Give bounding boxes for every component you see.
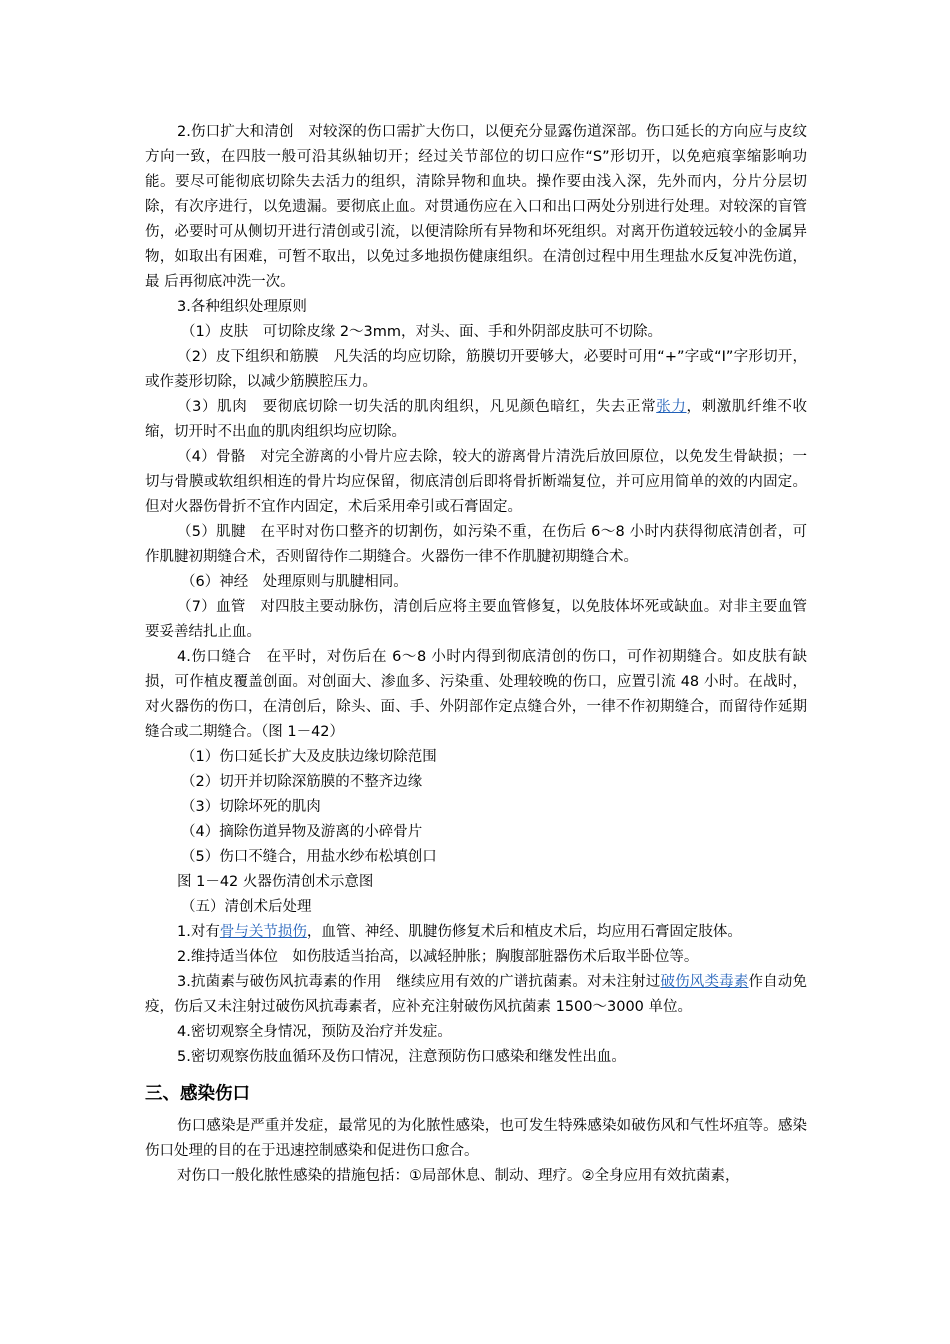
item-tendon: （5）肌腱 在平时对伤口整齐的切割伤，如污染不重，在伤后 6～8 小时内获得彻底清创者，可作肌腱初期缝合术，否则留待作二期缝合。火器伤一律不作肌腱初期缝合术。	[145, 524, 807, 565]
figure-caption-item-2: （2）切开并切除深筋膜的不整齐边缘	[181, 774, 423, 790]
postop-item-3	[145, 970, 807, 1020]
paragraph-infection: 伤口感染是严重并发症，最常见的为化脓性感染，也可发生特殊感染如破伤风和气性坏疽等。感染伤口处理的目的在于迅速控制感染和促进伤口愈合。	[145, 1118, 807, 1159]
figure-caption-item-3: （3）切除坏死的肌肉	[181, 799, 321, 815]
link-bone-joint-injury[interactable]: 骨与关节损伤	[219, 924, 307, 940]
heading-tissue-principles: 3.各种组织处理原则	[177, 299, 307, 315]
figure-caption-item-4: （4）摘除伤道异物及游离的小碎骨片	[181, 824, 423, 840]
item-vessel: （7）血管 对四肢主要动脉伤，清创后应将主要血管修复，以免肢体坏死或缺血。对非主要血管要妥善结扎止血。	[145, 599, 807, 640]
item-subcutaneous: （2）皮下组织和筋膜 凡失活的均应切除，筋膜切开要够大，必要时可用“+”字或“I”字形切开，或作菱形切除，以减少筋膜腔压力。	[145, 349, 807, 390]
text: 作自动免疫，伤后又未注射过破伤风抗毒素者，应补充注射破伤风抗菌素 1500～3000 单位。	[145, 974, 808, 1015]
postop-item-5: 5.密切观察伤肢血循环及伤口情况，注意预防伤口感染和继发性出血。	[177, 1049, 626, 1065]
text: ，血管、神经、肌腱伤修复术后和植皮术后，均应用石膏固定肢体。	[306, 924, 742, 940]
paragraph-wound-suture: 4.伤口缝合 在平时，对伤后在 6～8 小时内得到彻底清创的伤口，可作初期缝合。如皮肤有缺损，可作植皮覆盖创面。对创面大、渗血多、污染重、处理较晚的伤口，应置引流 48 小时。在战时，对火器伤的伤口，在清创后，除头、面、手、外阴部作定点缝合外，一律不作初期缝合，而留待作延期缝合或二期缝合。（图 1－42）	[145, 649, 807, 740]
section-postop: （五）清创术后处理	[181, 899, 312, 915]
figure-caption-item-5: （5）伤口不缝合，用盐水纱布松填创口	[181, 849, 437, 865]
text: ，刺激肌纤维不收缩，切开时不出血的肌肉组织均应切除。	[145, 399, 807, 440]
text: 3.抗菌素与破伤风抗毒素的作用 继续应用有效的广谱抗菌素。对未注射过	[177, 974, 661, 990]
figure-title: 图 1－42 火器伤清创术示意图	[177, 874, 374, 890]
document-page	[145, 120, 807, 1189]
link-tetanus-toxoid[interactable]: 破伤风类毒素	[660, 974, 749, 990]
text: 1.对有	[177, 924, 220, 940]
postop-item-1	[145, 920, 807, 945]
link-tension[interactable]: 张力	[656, 399, 687, 415]
postop-item-4: 4.密切观察全身情况，预防及治疗并发症。	[177, 1024, 452, 1040]
figure-caption-item-1: （1）伤口延长扩大及皮肤边缘切除范围	[181, 749, 437, 765]
section-heading-infected-wound: 三、感染伤口	[145, 1084, 250, 1104]
item-bone: （4）骨骼 对完全游离的小骨片应去除，较大的游离骨片清洗后放回原位，以免发生骨缺损；一切与骨膜或软组织相连的骨片均应保留，彻底清创后即将骨折断端复位，并可应用简单的效的内固定。但对火器伤骨折不宜作内固定，术后采用牵引或石膏固定。	[145, 449, 807, 515]
paragraph-infection-measures: 对伤口一般化脓性感染的措施包括：①局部休息、制动、理疗。②全身应用有效抗菌素，	[177, 1168, 740, 1184]
item-muscle	[145, 395, 807, 445]
paragraph-wound-enlargement: 2.伤口扩大和清创 对较深的伤口需扩大伤口，以便充分显露伤道深部。伤口延长的方向应与皮纹方向一致，在四肢一般可沿其纵轴切开；经过关节部位的切口应作“S”形切开，以免疤痕挛缩影响功能。要尽可能彻底切除失去活力的组织，清除异物和血块。操作要由浅入深，先外而内，分片分层切除，有次序进行，以免遗漏。要彻底止血。对贯通伤应在入口和出口两处分别进行处理。对较深的盲管伤，必要时可从侧切开进行清创或引流，以便清除所有异物和坏死组织。对离开伤道较远较小的金属异物，如取出有困难，可暂不取出，以免过多地损伤健康组织。在清创过程中用生理盐水反复冲洗伤道，最 后再彻底冲洗一次。	[145, 124, 807, 290]
item-skin: （1）皮肤 可切除皮缘 2～3mm，对头、面、手和外阴部皮肤可不切除。	[181, 324, 663, 340]
item-nerve: （6）神经 处理原则与肌腱相同。	[181, 574, 408, 590]
text: （3）肌肉 要彻底切除一切失活的肌肉组织，凡见颜色暗红，失去正常	[177, 399, 657, 415]
postop-item-2: 2.维持适当体位 如伤肢适当抬高，以减轻肿胀；胸腹部脏器伤术后取半卧位等。	[177, 949, 699, 965]
